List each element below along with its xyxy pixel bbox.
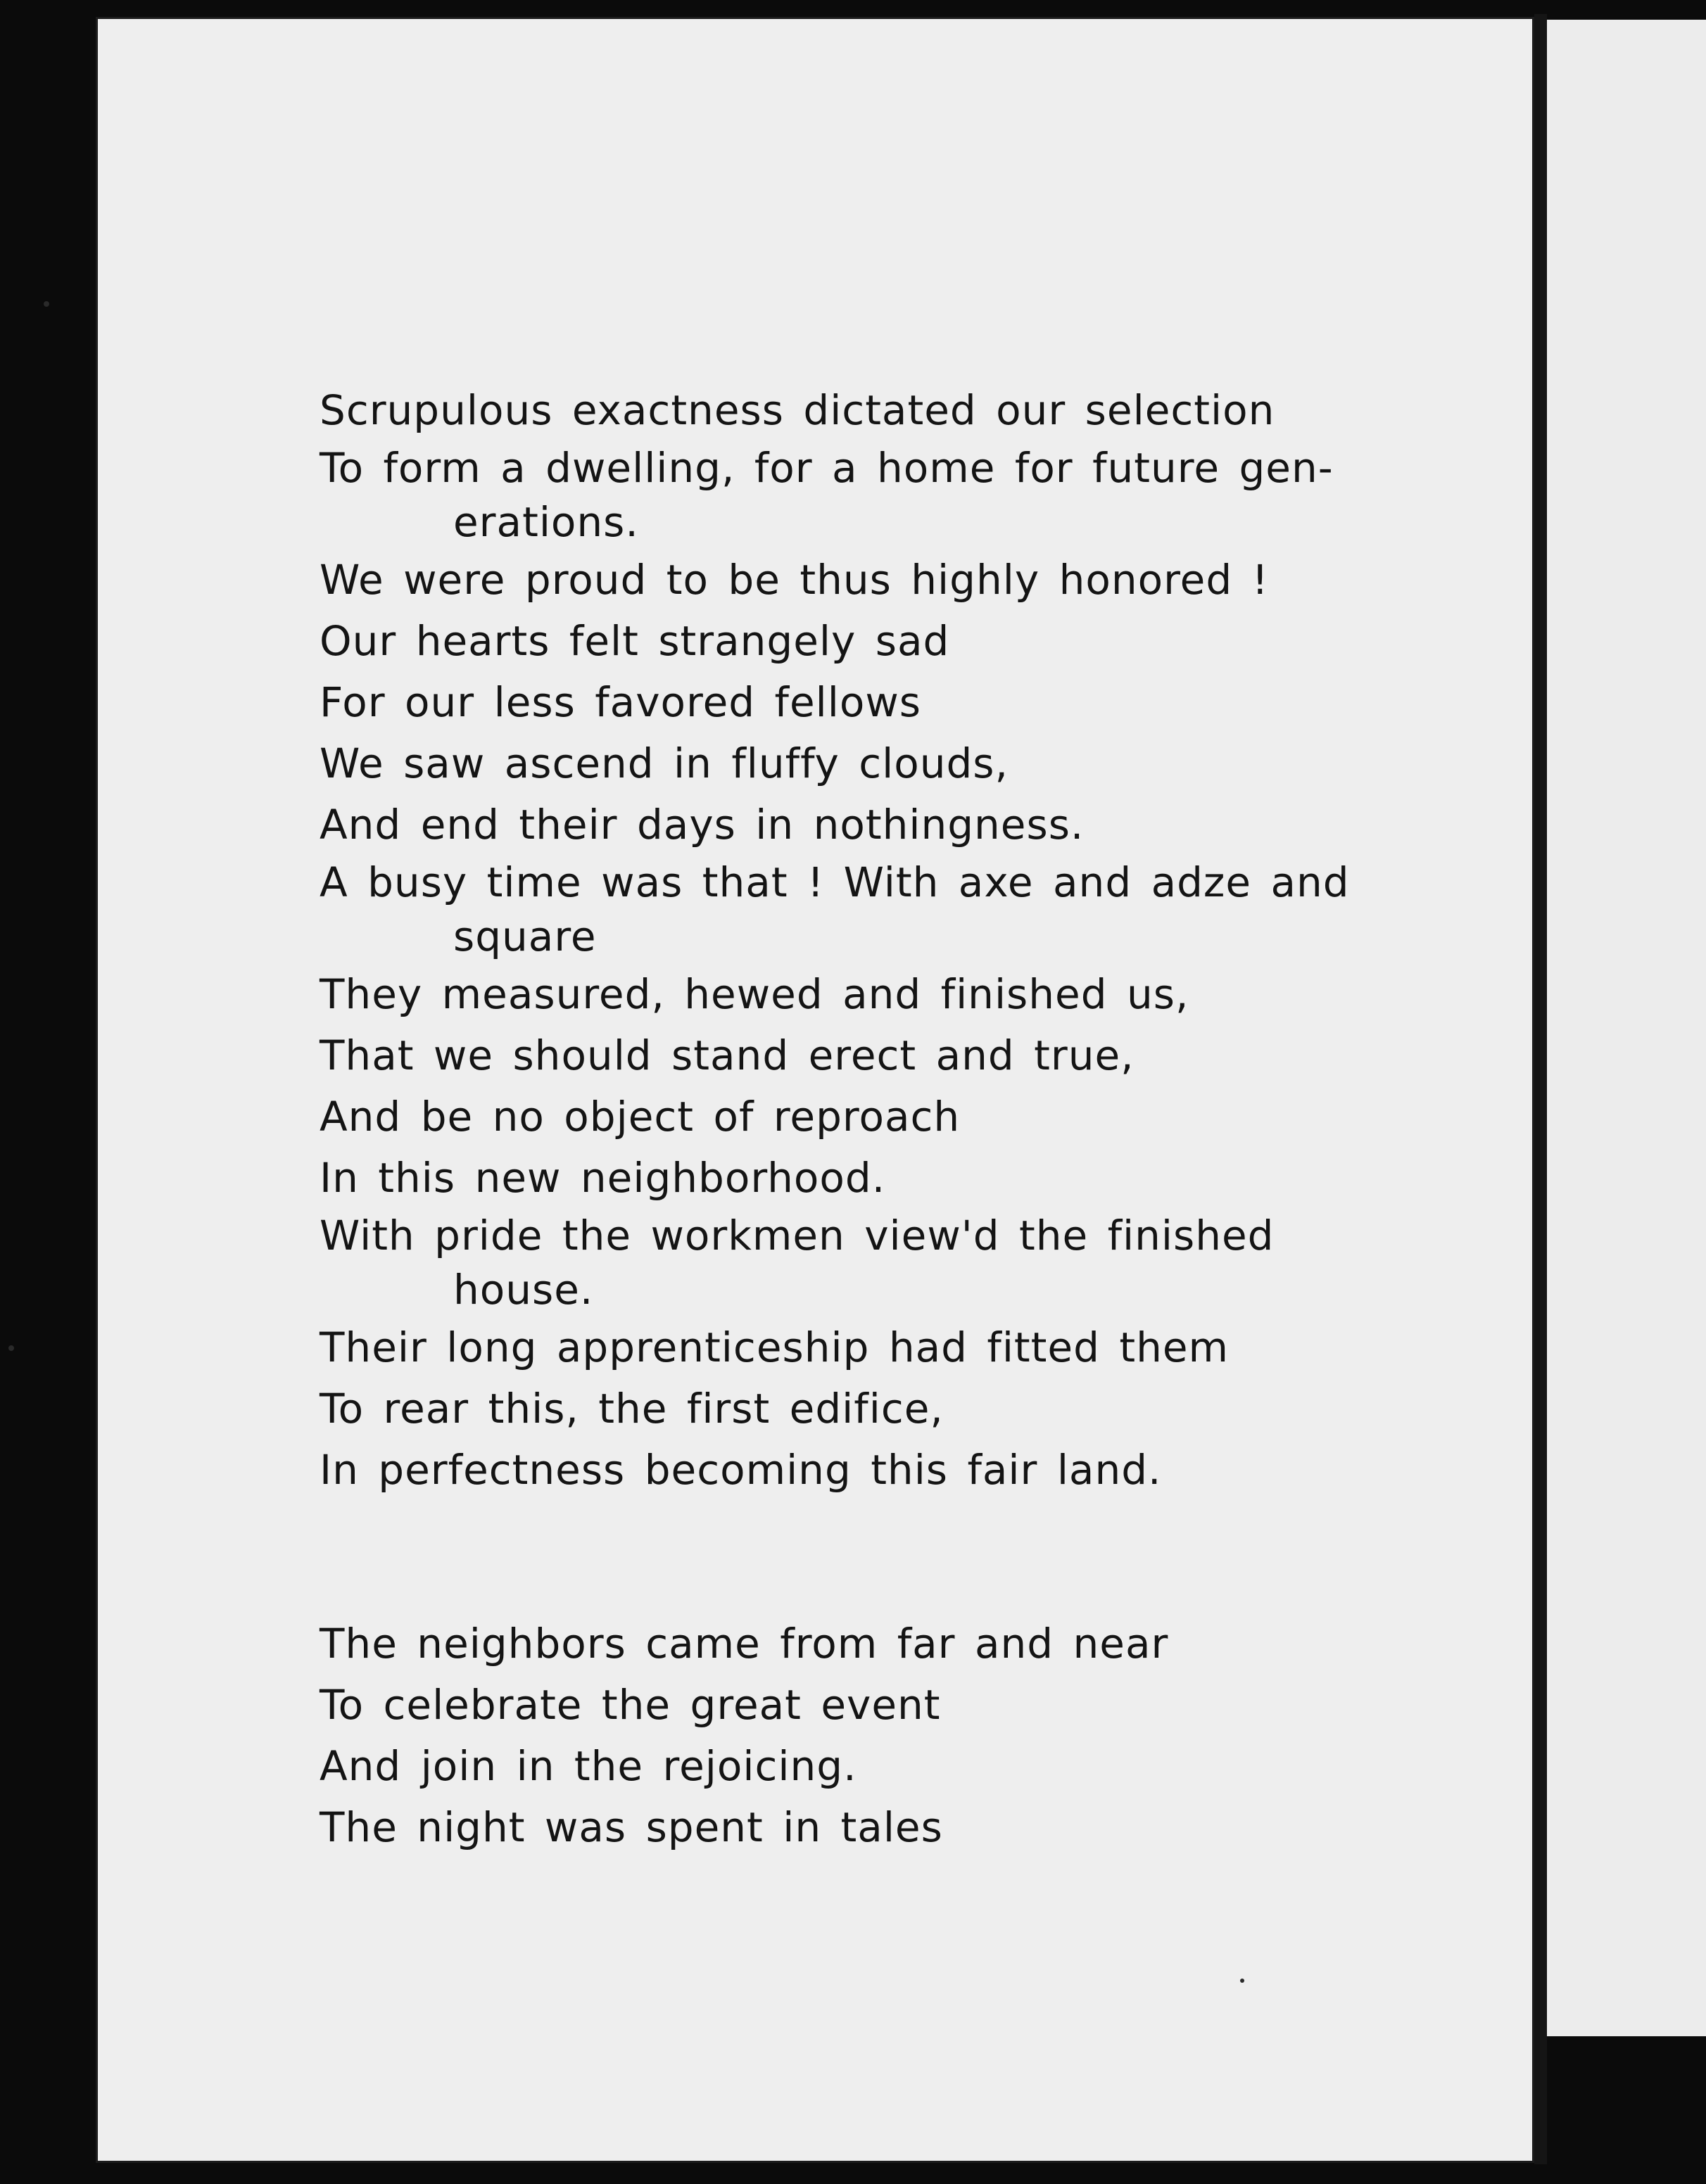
stanza-gap [320,1501,1319,1613]
poem-line: In this new neighborhood. [320,1154,886,1202]
poem-line: Their long apprenticeship had fitted them [320,1323,1230,1371]
facing-page-edge [1547,20,1706,2036]
stanza-1 [320,380,1350,1501]
poem-line: They measured, hewed and finished us, [320,970,1189,1018]
scan-speck [8,1345,14,1351]
scan-speck [44,301,49,307]
stanza-2 [320,1613,1319,1858]
poem-line: house. [453,1266,594,1314]
poem-line: And end their days in nothingness. [320,801,1085,849]
poem-line: Our hearts felt strangely sad [320,617,950,665]
poem-line: To rear this, the first edifice, [320,1385,944,1433]
poem-line: Scrupulous exactness dictated our selection [320,386,1275,434]
poem-line: We were proud to be thus highly honored ! [320,556,1269,604]
poem-line: The night was spent in tales [320,1803,943,1851]
poem-line: That we should stand erect and true, [320,1031,1135,1079]
poem-text [320,380,1350,1858]
poem-line: square [453,913,597,960]
page-gutter [1534,14,1547,2164]
poem-line: For our less favored fellows [320,678,922,726]
poem-line: To form a dwelling, for a home for future gen- [320,444,1334,492]
poem-line: The neighbors came from far and near [320,1620,1169,1668]
poem-line: A busy time was that ! With axe and adze and [320,858,1350,906]
poem-line: In perfectness becoming this fair land. [320,1446,1162,1494]
poem-line: To celebrate the great event [320,1681,941,1729]
poem-line: And be no object of reproach [320,1093,961,1141]
poem-line: We saw ascend in fluffy clouds, [320,739,1009,787]
scan-speck [1240,1979,1244,1983]
poem-line: And join in the rejoicing. [320,1742,857,1790]
poem-line: With pride the workmen view'd the finished [320,1212,1275,1259]
poem-line: erations. [453,498,639,546]
